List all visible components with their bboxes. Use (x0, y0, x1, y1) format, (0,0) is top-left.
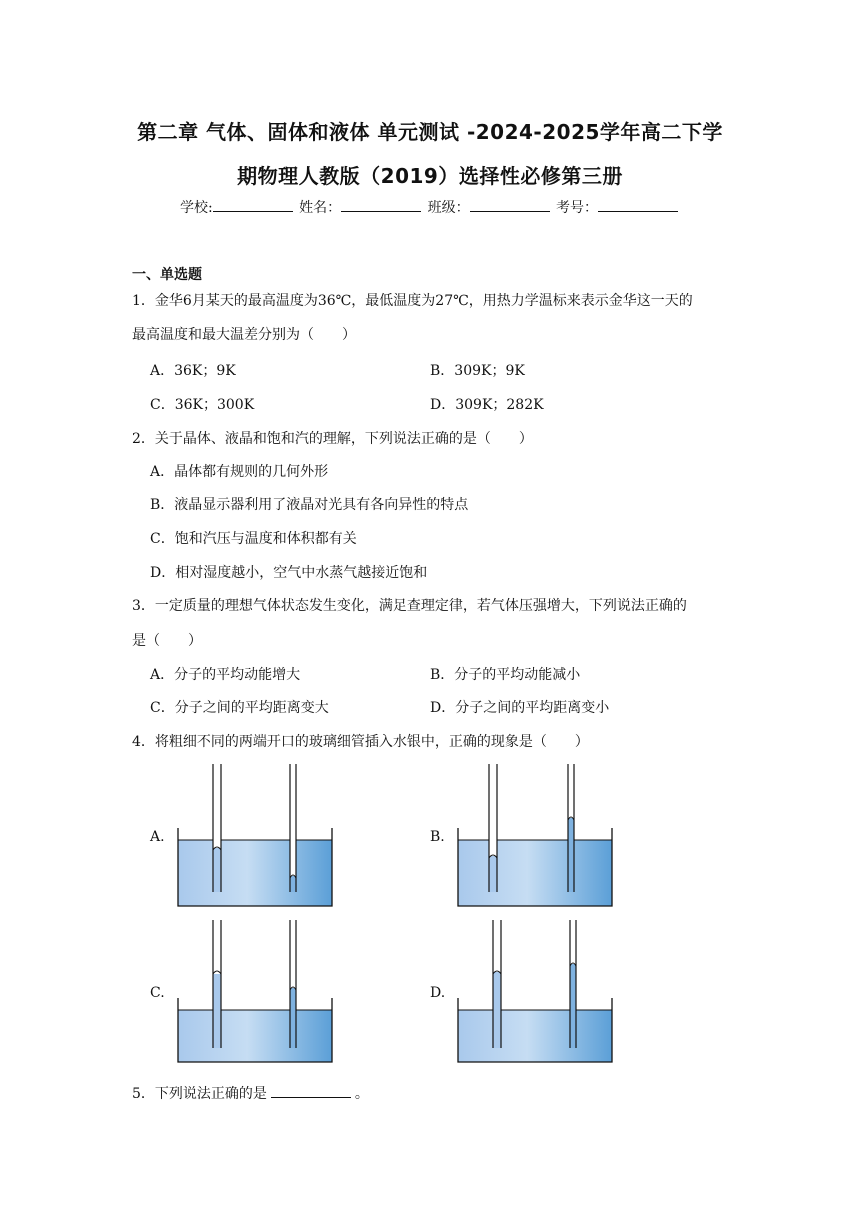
q1-stem-line2: 最高温度和最大温差分别为（ ） (132, 327, 356, 343)
q4-option-d-label[interactable]: D. (430, 985, 446, 1001)
student-info-row (0, 197, 860, 217)
q2-option-d[interactable]: D．相对湿度越小，空气中水蒸气越接近饱和 (150, 565, 428, 581)
q2-option-b[interactable]: B．液晶显示器利用了液晶对光具有各向异性的特点 (150, 497, 469, 513)
q1-option-c[interactable]: C．36K；300K (150, 397, 255, 413)
q5-stem-row (132, 1083, 369, 1103)
q3-option-c[interactable]: C．分子之间的平均距离变大 (150, 700, 329, 716)
q4-stem: 4．将粗细不同的两端开口的玻璃细管插入水银中，正确的现象是（ ） (132, 734, 589, 750)
q4-figure-a (170, 762, 340, 910)
q5-end: 。 (354, 1086, 369, 1102)
class-label: 班级： (427, 200, 470, 216)
q1-stem-line1: 1．金华6月某天的最高温度为36℃，最低温度为27℃，用热力学温标来表示金华这一天的 (132, 293, 693, 309)
q4-figure-d (450, 918, 620, 1066)
mercury-bath (178, 840, 332, 906)
q3-option-d[interactable]: D．分子之间的平均距离变小 (430, 700, 610, 716)
school-blank[interactable] (213, 198, 293, 212)
mercury-bath (178, 1010, 332, 1062)
name-label: 姓名： (299, 200, 342, 216)
q4-figure-b (450, 762, 620, 910)
q4-option-a-label[interactable]: A. (150, 829, 165, 845)
q3-option-b[interactable]: B．分子的平均动能减小 (430, 667, 581, 683)
q2-option-c[interactable]: C．饱和汽压与温度和体积都有关 (150, 531, 357, 547)
thin-tube (290, 764, 296, 892)
q2-stem: 2．关于晶体、液晶和饱和汽的理解，下列说法正确的是（ ） (132, 431, 533, 447)
q5-stem: 5．下列说法正确的是 (132, 1086, 267, 1102)
q1-option-d[interactable]: D．309K；282K (430, 397, 544, 413)
q1-option-a[interactable]: A．36K；9K (150, 363, 236, 379)
mercury-bath (458, 840, 612, 906)
title-line-2: 期物理人教版（2019）选择性必修第三册 (237, 164, 623, 188)
id-blank[interactable] (598, 198, 678, 212)
q2-option-a[interactable]: A．晶体都有规则的几何外形 (150, 464, 329, 480)
q1-option-b[interactable]: B．309K；9K (430, 363, 525, 379)
q3-stem-line1: 3．一定质量的理想气体状态发生变化，满足查理定律，若气体压强增大，下列说法正确的 (132, 598, 687, 614)
section-heading: 一、单选题 (132, 267, 202, 283)
q3-option-a[interactable]: A．分子的平均动能增大 (150, 667, 301, 683)
mercury-bath (458, 1010, 612, 1062)
school-label: 学校: (179, 200, 213, 216)
q5-answer-blank[interactable] (271, 1085, 351, 1098)
id-label: 考号： (556, 200, 599, 216)
q4-option-b-label[interactable]: B. (430, 829, 445, 845)
title-line-1: 第二章 气体、固体和液体 单元测试 -2024-2025学年高二下学 (137, 120, 723, 144)
q3-stem-line2: 是（ ） (132, 633, 202, 649)
name-blank[interactable] (341, 198, 421, 212)
q4-option-c-label[interactable]: C. (150, 985, 165, 1001)
q4-figure-c (170, 918, 340, 1066)
class-blank[interactable] (470, 198, 550, 212)
